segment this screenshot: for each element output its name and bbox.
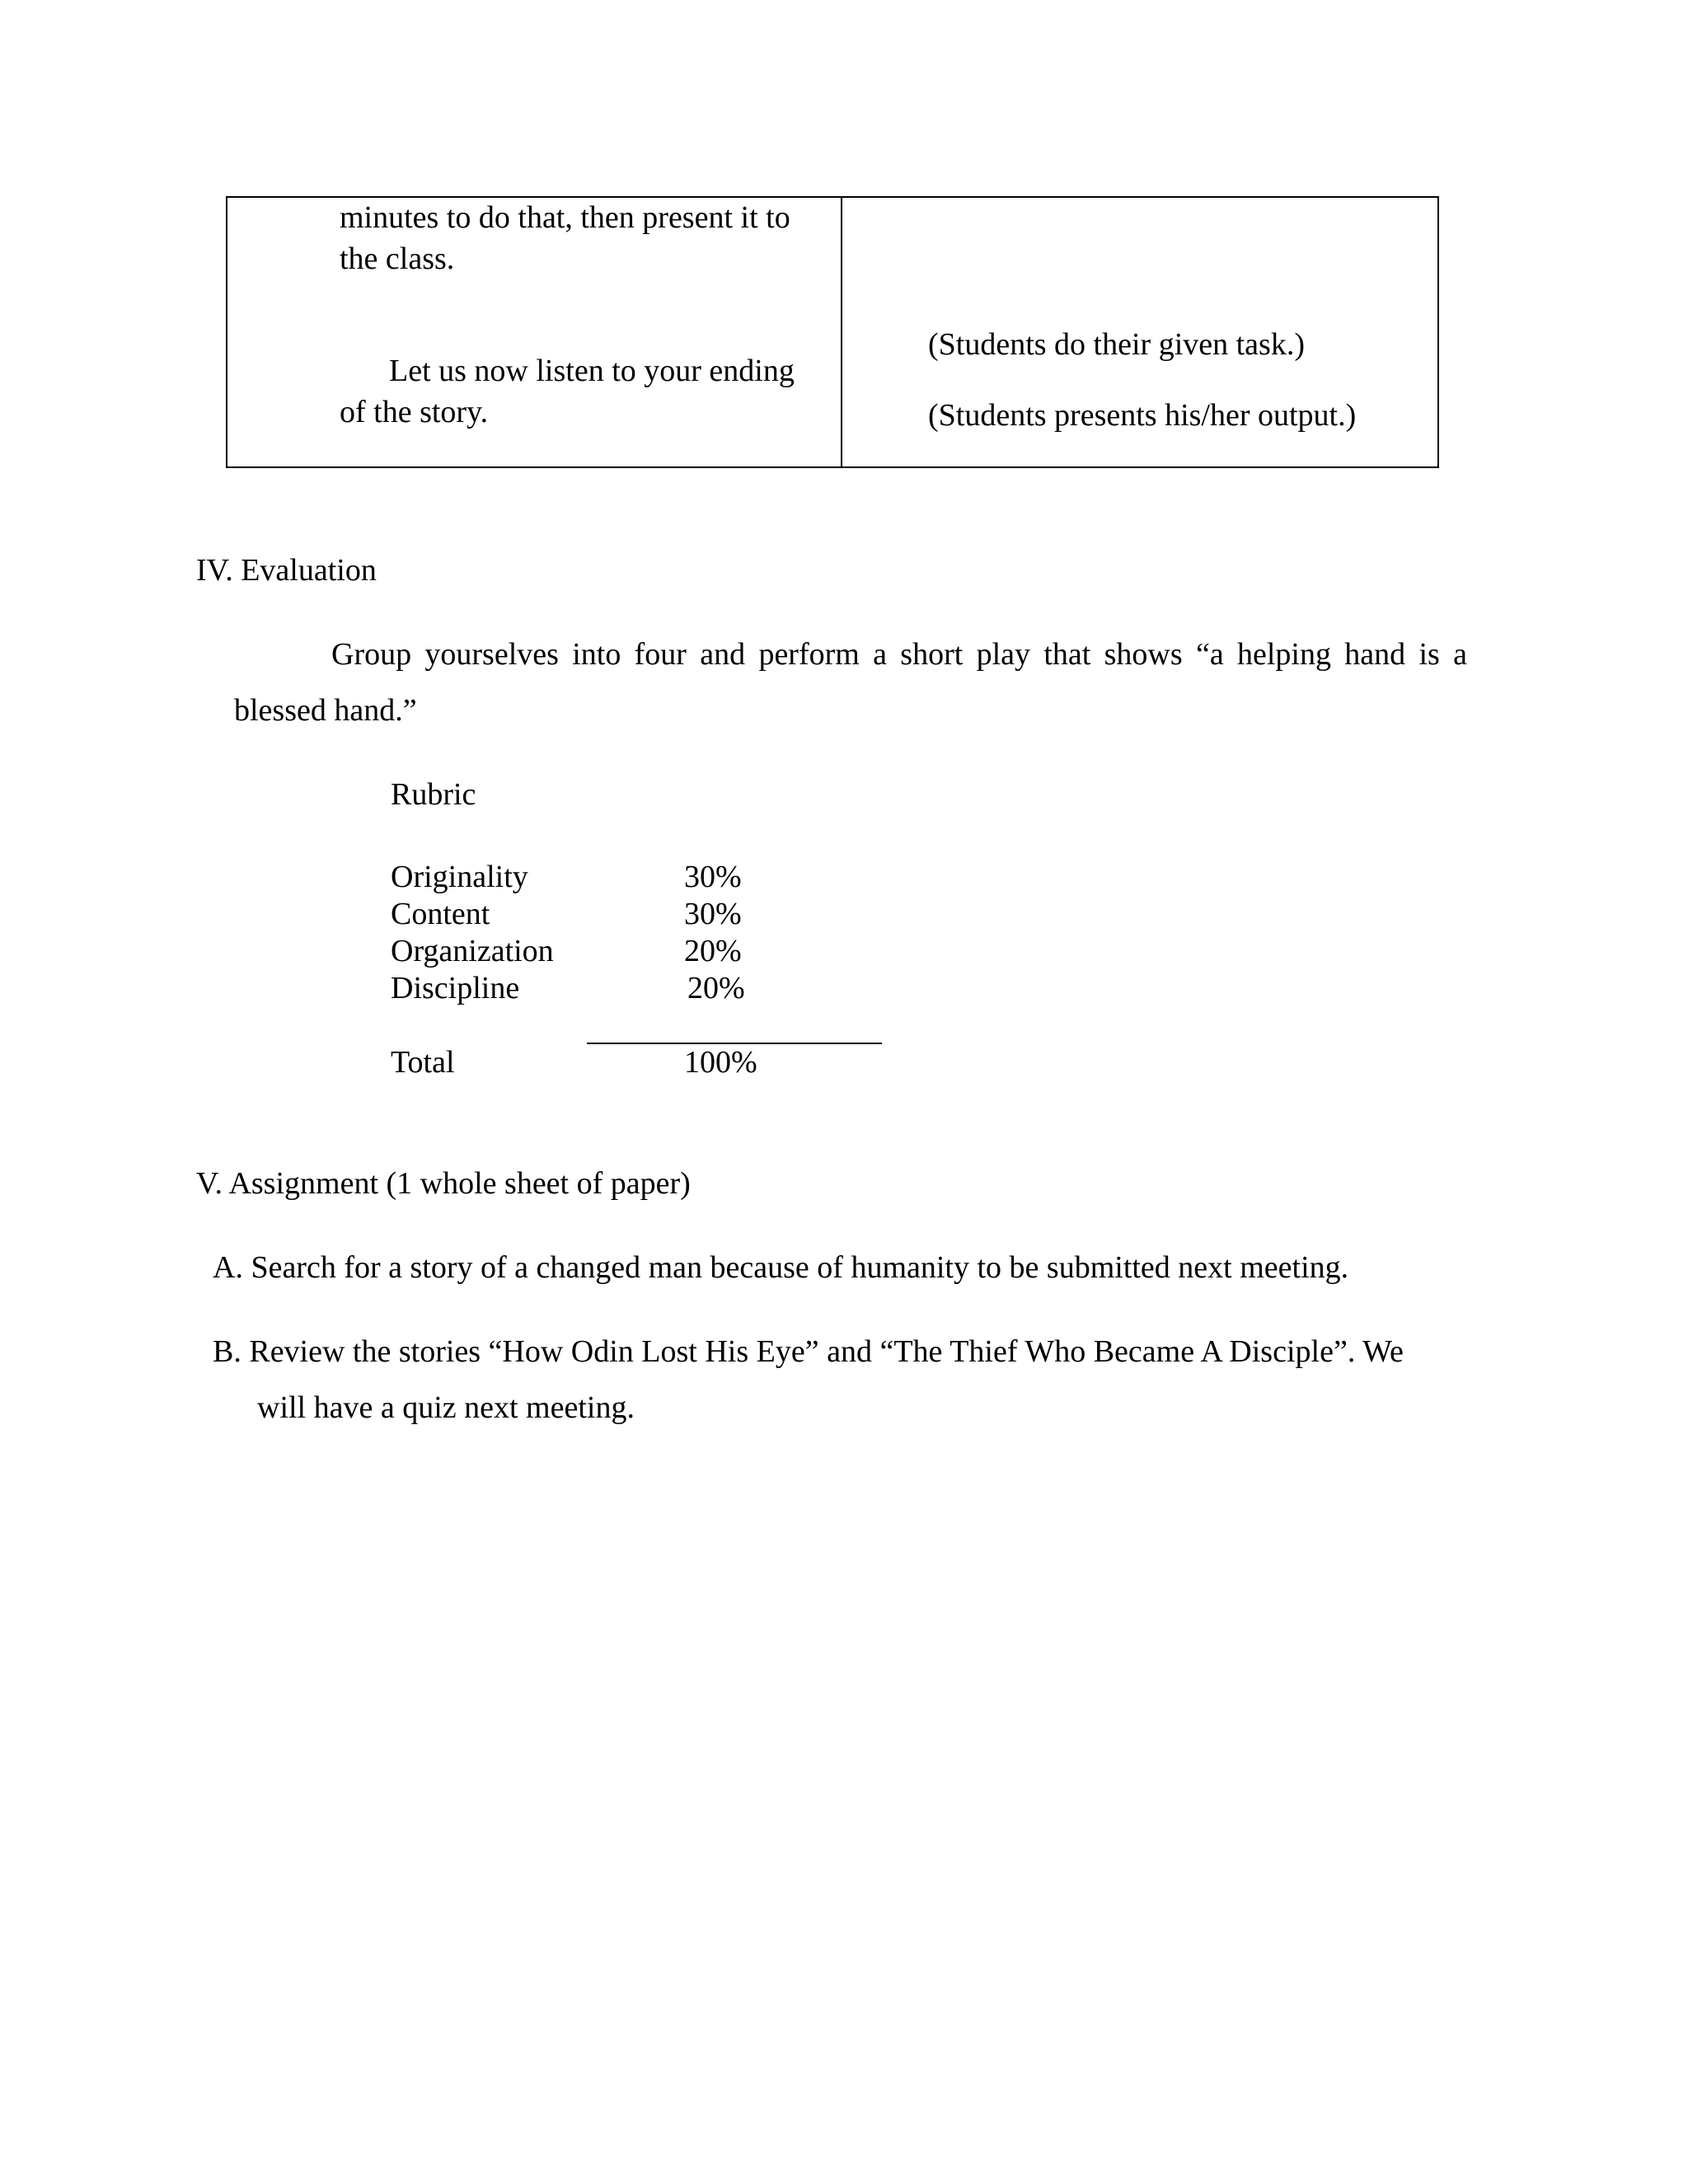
table-column-divider [841, 198, 842, 466]
assignment-item-b-continued: will have a quiz next meeting. [257, 1390, 635, 1425]
teacher-text-line: of the story. [340, 395, 489, 429]
rubric-criterion: Originality [391, 860, 528, 894]
rubric-title: Rubric [391, 777, 476, 812]
assignment-heading: V. Assignment (1 whole sheet of paper) [196, 1166, 691, 1201]
rubric-criterion: Organization [391, 934, 554, 968]
teacher-text-line: the class. [340, 241, 455, 276]
assignment-item-b: B. Review the stories “How Odin Lost His Eye” and “The Thief Who Became A Disciple”. We [213, 1334, 1404, 1369]
rubric-weight: 20% [687, 971, 745, 1005]
teacher-text-line: minutes to do that, then present it to [340, 200, 790, 235]
rubric-weight: 20% [684, 934, 742, 968]
rubric-total-value: 100% [684, 1045, 757, 1080]
assignment-item-a: A. Search for a story of a changed man because of humanity to be submitted next meeting. [213, 1250, 1349, 1285]
evaluation-instruction-line: blessed hand.” [234, 693, 417, 728]
student-activity-line: (Students do their given task.) [928, 327, 1305, 362]
rubric-total-label: Total [391, 1045, 455, 1080]
student-activity-line: (Students presents his/her output.) [928, 398, 1357, 433]
rubric-weight: 30% [684, 860, 742, 894]
lesson-table [226, 196, 1439, 468]
rubric-criterion: Content [391, 897, 490, 931]
evaluation-instruction-line: Group yourselves into four and perform a short play that shows “a helping hand is a [331, 637, 1467, 672]
rubric-weight: 30% [684, 897, 742, 931]
teacher-text-line: Let us now listen to your ending [389, 354, 795, 388]
evaluation-heading: IV. Evaluation [196, 553, 377, 588]
rubric-criterion: Discipline [391, 971, 520, 1005]
